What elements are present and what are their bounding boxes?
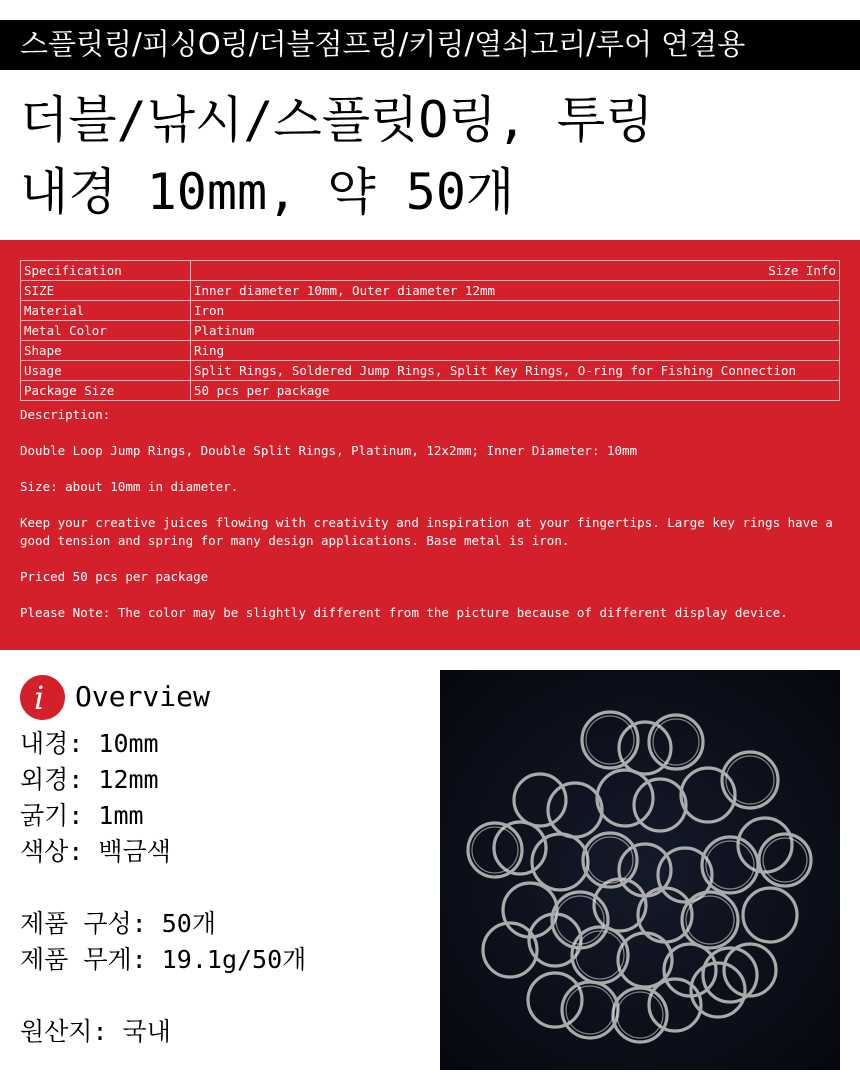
product-title-line-2: 내경 10mm, 약 50개	[20, 163, 515, 221]
description-paragraph: Double Loop Jump Rings, Double Split Rings, Platinum, 12x2mm; Inner Diameter: 10mm	[20, 443, 638, 458]
overview-title: Overview	[75, 680, 210, 713]
spec-value: Ring	[191, 341, 840, 361]
overview-contents: 제품 구성: 50개	[20, 909, 217, 938]
overview-spacer	[20, 978, 306, 1014]
product-title-line-1: 더블/낚시/스플릿O링, 투링	[20, 91, 654, 149]
spec-label: Package Size	[21, 381, 191, 401]
overview-section	[20, 672, 306, 1050]
overview-color: 색상: 백금색	[20, 837, 171, 866]
spec-value: Inner diameter 10mm, Outer diameter 12mm	[191, 281, 840, 301]
overview-thickness: 굵기: 1mm	[20, 801, 144, 830]
spec-label: SIZE	[21, 281, 191, 301]
spec-label: Usage	[21, 361, 191, 381]
overview-origin: 원산지: 국내	[20, 1017, 171, 1046]
info-icon-glyph: i	[34, 678, 45, 717]
description-paragraph: Size: about 10mm in diameter.	[20, 479, 239, 494]
description-paragraph: Keep your creative juices flowing with creativity and inspiration at your fingertips. Large key rings have a good tension and spring for many design applications. Base metal is iron.	[20, 515, 833, 548]
overview-spacer	[20, 870, 306, 906]
spec-table-header	[21, 261, 840, 281]
overview-details	[20, 726, 306, 1050]
table-row	[21, 381, 840, 401]
split-rings-image	[440, 670, 840, 1070]
table-row	[21, 301, 840, 321]
spec-label: Shape	[21, 341, 191, 361]
spec-value: Iron	[191, 301, 840, 321]
product-title	[20, 84, 654, 228]
table-row	[21, 281, 840, 301]
table-row	[21, 361, 840, 381]
spec-value: Split Rings, Soldered Jump Rings, Split Key Rings, O-ring for Fishing Connection	[191, 361, 840, 381]
spec-table	[20, 260, 840, 401]
overview-inner-diameter: 내경: 10mm	[20, 729, 159, 758]
spec-value: Platinum	[191, 321, 840, 341]
info-icon	[20, 675, 65, 720]
description-paragraph: Please Note: The color may be slightly different from the picture because of different display device.	[20, 605, 788, 620]
description-paragraph: Priced 50 pcs per package	[20, 569, 209, 584]
description	[20, 406, 840, 640]
overview-weight: 제품 무게: 19.1g/50개	[20, 945, 307, 974]
product-photo	[440, 670, 840, 1070]
spec-value: 50 pcs per package	[191, 381, 840, 401]
spec-header-value: Size Info	[191, 261, 840, 281]
spec-label: Metal Color	[21, 321, 191, 341]
overview-header	[20, 672, 306, 722]
table-row	[21, 321, 840, 341]
spec-header-label: Specification	[21, 261, 191, 281]
header-bar-text: 스플릿링/피싱O링/더블점프링/키링/열쇠고리/루어 연결용	[20, 27, 746, 61]
description-heading: Description:	[20, 407, 111, 422]
table-row	[21, 341, 840, 361]
spec-label: Material	[21, 301, 191, 321]
header-bar	[0, 20, 860, 70]
spec-section	[0, 240, 860, 650]
overview-outer-diameter: 외경: 12mm	[20, 765, 159, 794]
